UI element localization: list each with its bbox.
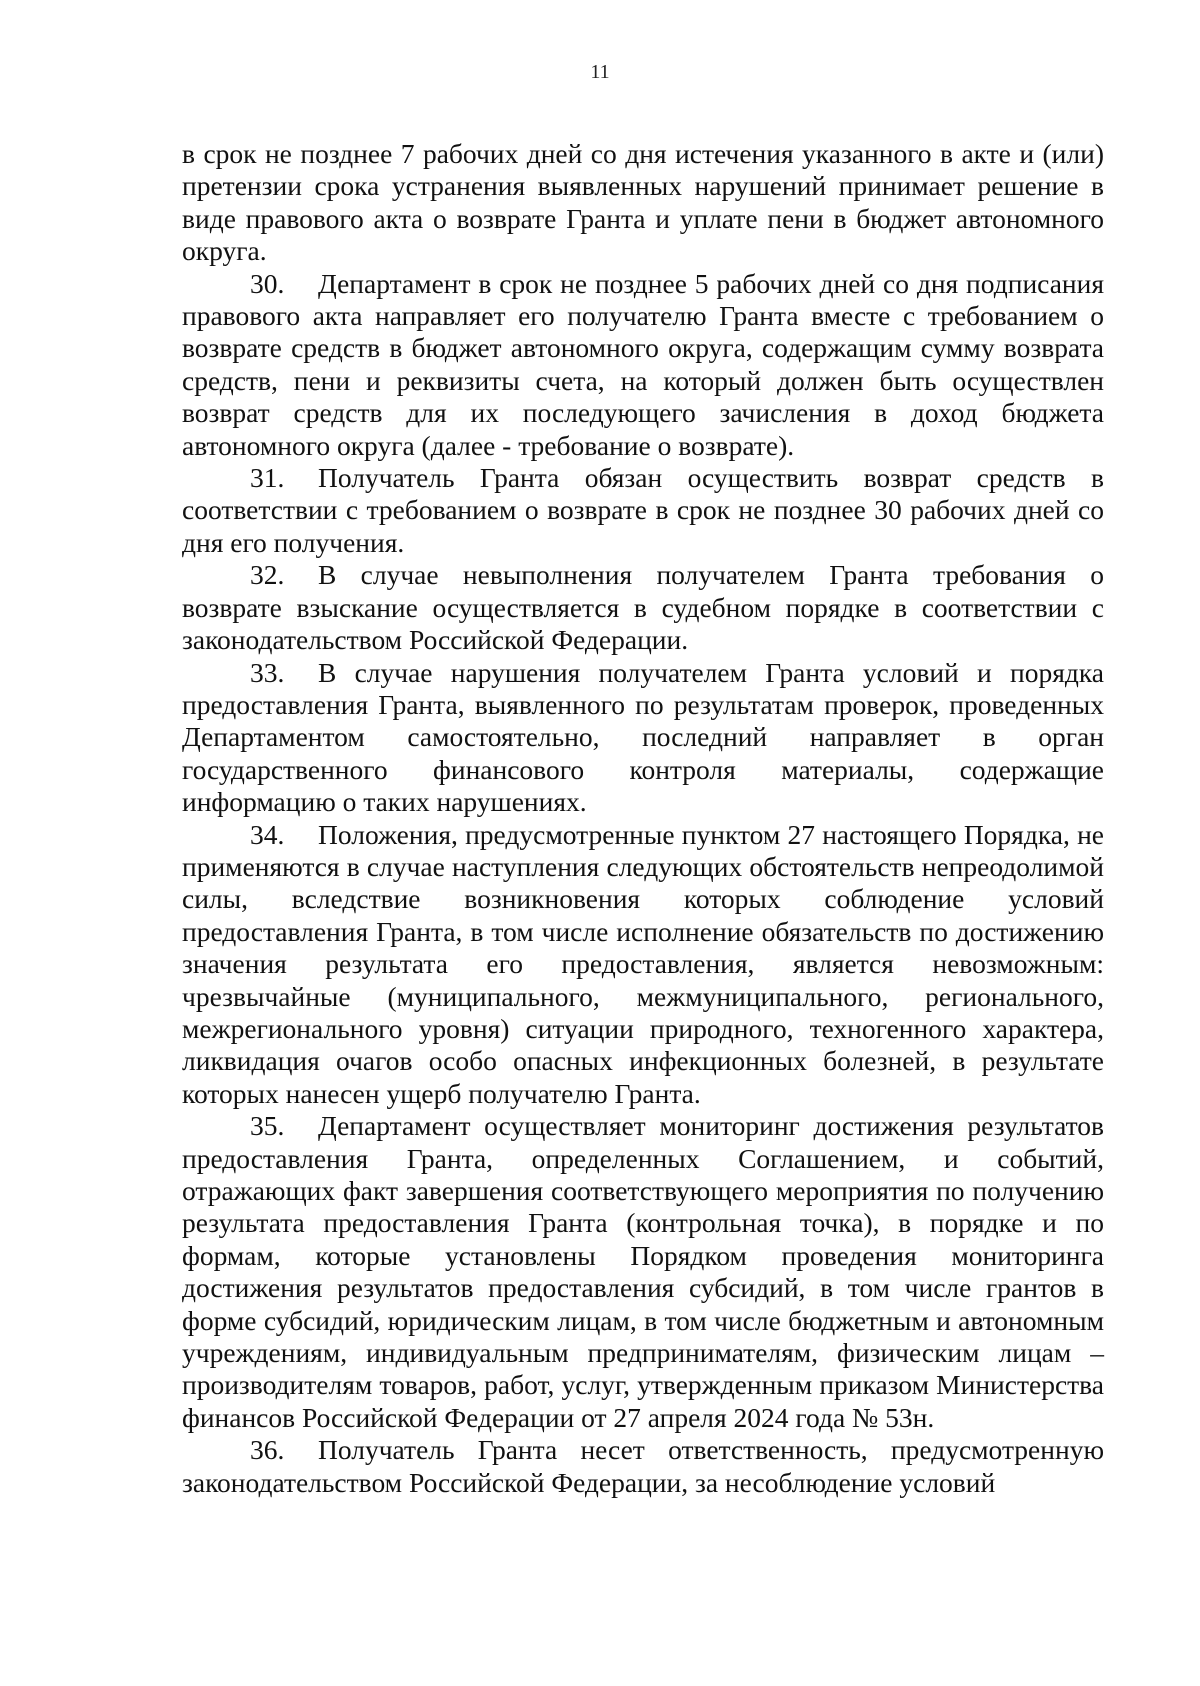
paragraph-35 [182,1110,1104,1434]
paragraph-number: 33. [250,656,285,688]
paragraph-text: Положения, предусмотренные пунктом 27 настоящего Порядка, не применяются в случае наступления следующих обстоятельств непреодолимой силы, вследствие возникновения которых соблюдение условий предоставления Гранта, в том числе исполнение обязательств по достижению значения результата его предоставления, является невозможным: чрезвычайные (муниципального, межмуниципального, регионального, межрегионального уровня) ситуации природного, техногенного характера, ликвидация очагов особо опасных инфекционных болезней, в результате которых нанесен ущерб получателю Гранта. [182,818,1104,1109]
paragraph-text: Департамент в срок не позднее 5 рабочих дней со дня подписания правового акта направляет его получателю Гранта вместе с требованием о возврате средств в бюджет автономного округа, содержащим сумму возврата средств, пени и реквизиты счета, на который должен быть осуществлен возврат средств для их последующего зачисления в доход бюджета автономного округа (далее - требование о возврате). [182,267,1104,461]
paragraph-text: В случае невыполнения получателем Гранта требования о возврате взыскание осуществляется в судебном порядке в соответствии с законодательством Российской Федерации. [182,559,1104,656]
paragraph-text: Департамент осуществляет мониторинг достижения результатов предоставления Гранта, определенных Соглашением, и событий, отражающих факт завершения соответствующего мероприятия по получению результата предоставления Гранта (контрольная точка), в порядке и по формам, которые установлены Порядком проведения мониторинга достижения результатов предоставления субсидий, в том числе грантов в форме субсидий, юридическим лицам, в том числе бюджетным и автономным учреждениям, индивидуальным предпринимателям, физическим лицам – производителям товаров, работ, услуг, утвержденным приказом Министерства финансов Российской Федерации от 27 апреля 2024 года № 53н. [182,1110,1104,1433]
paragraph-36 [182,1434,1104,1499]
paragraph-31 [182,462,1104,559]
paragraph-text: Получатель Гранта обязан осуществить возврат средств в соответствии с требованием о возврате в срок не позднее 30 рабочих дней со дня его получения. [182,462,1104,558]
paragraph-number: 32. [250,559,285,591]
paragraph-number: 36. [250,1434,285,1466]
paragraph-text: В случае нарушения получателем Гранта условий и порядка предоставления Гранта, выявленного по результатам проверок, проведенных Департаментом самостоятельно, последний направляет в орган государственного финансового контроля материалы, содержащие информацию о таких нарушениях. [182,656,1104,818]
paragraph-33 [182,657,1104,819]
paragraph-number: 31. [250,462,285,494]
paragraph-number: 35. [250,1110,285,1142]
paragraph-30 [182,268,1104,462]
paragraph-text: Получатель Гранта несет ответственность, предусмотренную законодательством Российской Федерации, за несоблюдение условий [182,1434,1104,1498]
paragraph-text: в срок не позднее 7 рабочих дней со дня истечения указанного в акте и (или) претензии срока устранения выявленных нарушений принимает решение в виде правового акта о возврате Гранта и уплате пени в бюджет автономного округа. [182,138,1104,267]
paragraph-number: 30. [250,267,285,299]
paragraph-continuation [182,138,1104,268]
paragraph-34 [182,819,1104,1111]
document-body [182,138,1104,1499]
paragraph-32 [182,559,1104,656]
page-number: 11 [590,61,610,83]
paragraph-number: 34. [250,818,285,850]
